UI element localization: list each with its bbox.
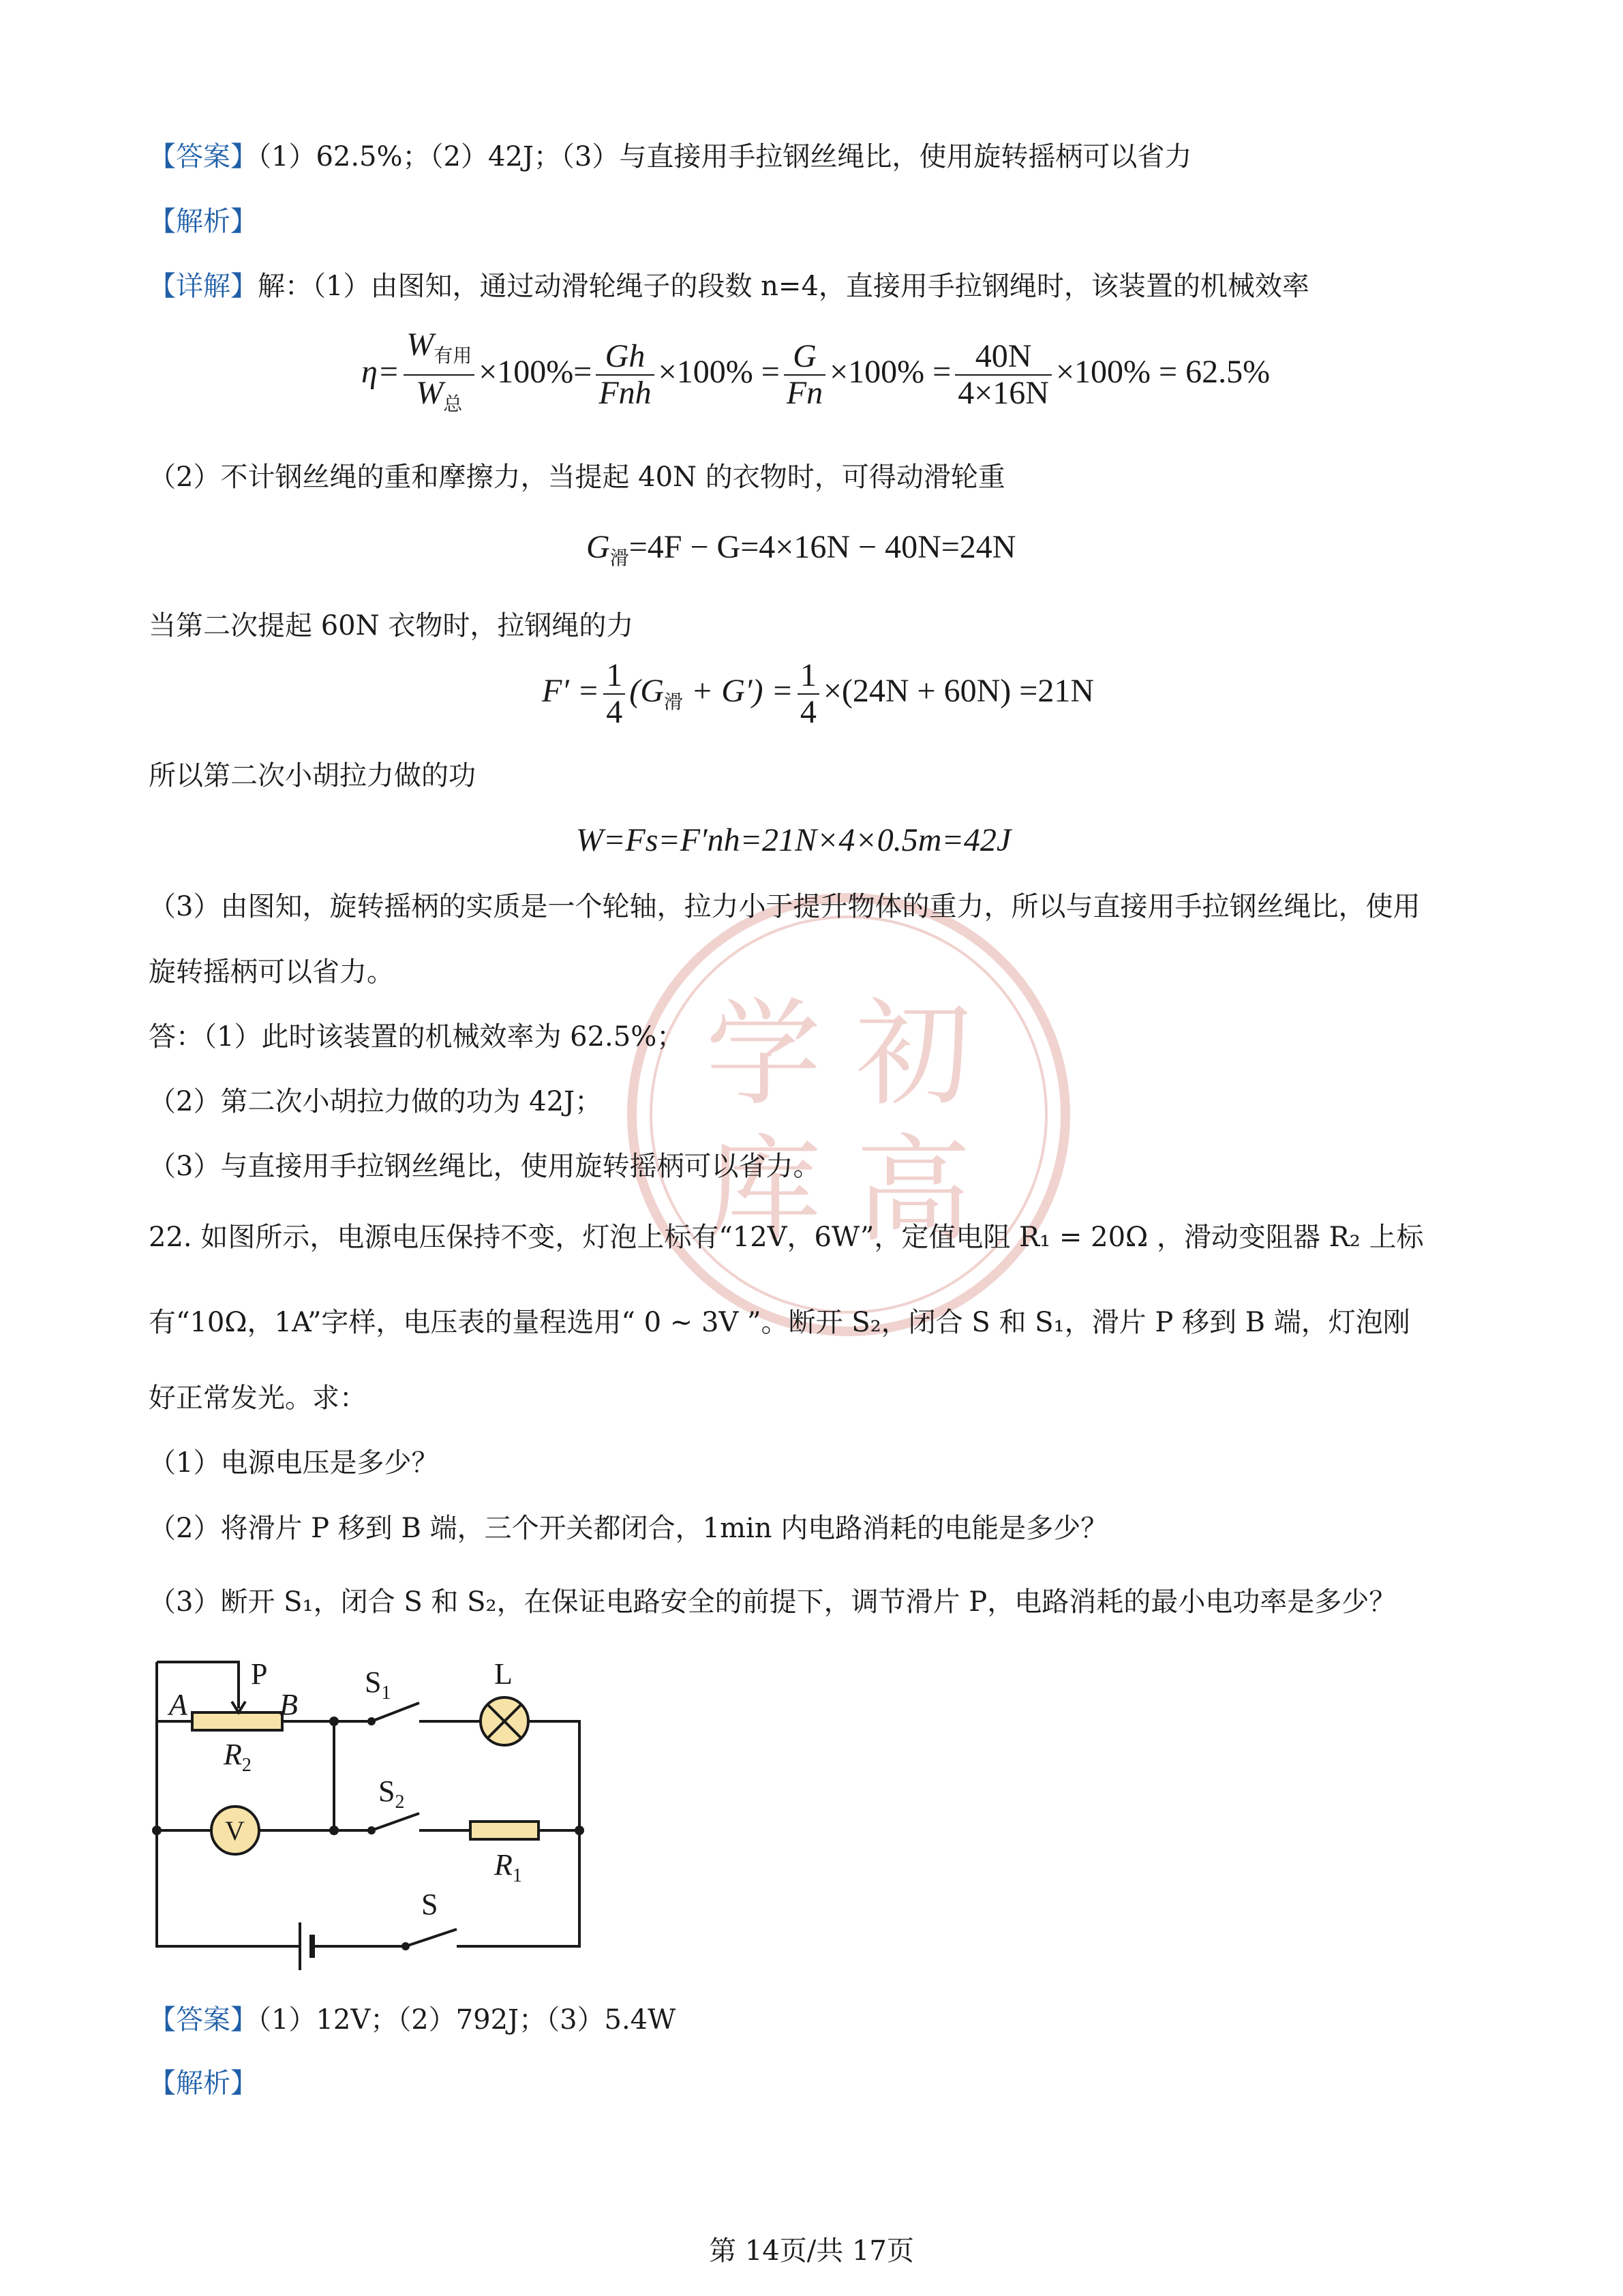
- paren-sub: 滑: [663, 692, 683, 714]
- q22-sub-2: （2）将滑片 P 移到 B 端，三个开关都闭合，1min 内电路消耗的电能是多少？: [149, 1513, 1108, 1544]
- answer-line-2: [149, 2001, 676, 2039]
- g: G: [784, 339, 825, 376]
- label-S: S: [421, 1888, 438, 1921]
- analysis-tag: 【解析】: [149, 206, 258, 237]
- equation-pulley-weight: [586, 528, 1016, 571]
- one-1: 1: [603, 658, 625, 695]
- equation-work: W=Fs=F′nh=21N×4×0.5m=42J: [576, 822, 1012, 858]
- frac-w: [404, 327, 474, 423]
- paren-rest: + G′) =: [682, 673, 793, 710]
- q22-line-1: 22. 如图所示，电源电压保持不变，灯泡上标有“12V，6W”，定值电阻 R₁ = 20Ω ，滑动变阻器 R₂ 上标: [149, 1222, 1424, 1253]
- label-L: L: [494, 1657, 513, 1691]
- label-A: A: [169, 1688, 187, 1721]
- answer-text-2: （1）12V；（2）792J；（3）5.4W: [258, 2004, 676, 2036]
- seal-char-3: 库: [706, 1123, 822, 1258]
- detail-tag: 【详解】: [149, 271, 258, 302]
- four-2: 4: [800, 694, 817, 730]
- frac-values: [955, 339, 1052, 411]
- answer-text: （1）62.5%；（2）42J；（3）与直接用手拉钢丝绳比，使用旋转摇柄可以省力: [258, 141, 1192, 172]
- answer-tag: 【答案】: [149, 141, 258, 172]
- w-useful: W: [406, 327, 434, 363]
- final-answer-a: 答：（1）此时该装置的机械效率为 62.5%；: [149, 1021, 684, 1053]
- seal-char-4: 高: [855, 1123, 972, 1258]
- detail-line-3: 当第二次提起 60N 衣物时，拉钢绳的力: [149, 610, 634, 641]
- answer-tag-2: 【答案】: [149, 2004, 258, 2036]
- fn: Fn: [786, 375, 823, 411]
- label-R2: $R_2$: [224, 1738, 252, 1776]
- label-P: P: [251, 1657, 268, 1691]
- q22-line-3: 好正常发光。求：: [149, 1383, 367, 1414]
- label-B: B: [279, 1688, 298, 1721]
- times-2: ×100% =: [658, 354, 780, 391]
- frac-quarter-2: [798, 658, 819, 730]
- analysis-line-2: [149, 2064, 258, 2102]
- second-force-result: ×(24N + 60N) =21N: [823, 673, 1094, 710]
- efficiency-result: ×100% = 62.5%: [1055, 354, 1271, 391]
- final-answer-c: （3）与直接用手拉钢丝绳比，使用旋转摇柄可以省力。: [149, 1151, 821, 1182]
- g-pulley-sub: 滑: [609, 548, 629, 569]
- label-S1: $S_1$: [365, 1665, 391, 1704]
- four-1: 4: [606, 694, 623, 730]
- eta-symbol: η=: [361, 354, 400, 391]
- frac-gh: [596, 339, 654, 411]
- label-R1: $R_1$: [494, 1848, 522, 1886]
- page-footer: 第 14页/共 17页: [709, 2235, 914, 2267]
- seal-char-2: 初: [855, 987, 972, 1122]
- detail-line-4: 所以第二次小胡拉力做的功: [149, 760, 476, 791]
- times-3: ×100% =: [830, 354, 952, 391]
- analysis-line-1: [149, 202, 258, 241]
- times-1: ×100%=: [479, 354, 592, 391]
- f-prime: F′ =: [542, 673, 600, 710]
- fnh: Fnh: [598, 375, 652, 411]
- answer-line-1: [149, 138, 1192, 176]
- q22-sub-3: （3）断开 S₁，闭合 S 和 S₂，在保证电路安全的前提下，调节滑片 P，电路消耗的最小电功率是多少？: [149, 1586, 1397, 1618]
- detail-text-1: 解：（1）由图知，通过动滑轮绳子的段数 n=4，直接用手拉钢绳时，该装置的机械效率: [258, 271, 1309, 302]
- w-total-sub: 总: [443, 394, 463, 415]
- seal-char-1: 学: [706, 987, 822, 1122]
- final-answer-b: （2）第二次小胡拉力做的功为 42J；: [149, 1086, 603, 1117]
- r1-resistor: [470, 1822, 539, 1839]
- slider-arrow-icon: [232, 1697, 245, 1712]
- detail-line-1: [149, 267, 1309, 305]
- pulley-weight-rhs: =4F − G=4×16N − 40N=24N: [628, 529, 1016, 565]
- label-S2: $S_2$: [378, 1774, 405, 1813]
- equation-second-force: [542, 658, 1094, 730]
- lamp-icon: [481, 1697, 528, 1745]
- gh: Gh: [596, 339, 654, 376]
- circuit-diagram: [136, 1650, 600, 1977]
- paren-open: (G: [629, 673, 664, 710]
- q22-sub-1: （1）电源电压是多少？: [149, 1447, 439, 1479]
- detail-line-2: （2）不计钢丝绳的重和摩擦力，当提起 40N 的衣物时，可得动滑轮重: [149, 462, 1005, 493]
- watermark-seal: [624, 890, 1074, 1340]
- analysis-tag-2: 【解析】: [149, 2068, 258, 2099]
- detail-line-5b: 旋转摇柄可以省力。: [149, 956, 394, 988]
- g-pulley: G: [586, 529, 610, 565]
- detail-line-5a: （3）由图知，旋转摇柄的实质是一个轮轴，拉力小于提升物体的重力，所以与直接用手拉钢丝绳比，使用: [149, 891, 1421, 922]
- frac-quarter-1: [603, 658, 625, 730]
- q22-line-2: 有“10Ω，1A”字样，电压表的量程选用“ 0 ~ 3V ”。断开 S₂，闭合 S 和 S₁，滑片 P 移到 B 端，灯泡刚: [149, 1307, 1410, 1338]
- d416: 4×16N: [958, 375, 1049, 411]
- frac-g: [784, 339, 825, 411]
- voltmeter-label: V: [225, 1815, 245, 1846]
- equation-efficiency: [361, 327, 1270, 423]
- w-useful-sub: 有用: [434, 346, 472, 367]
- w-total: W: [416, 375, 444, 411]
- one-2: 1: [798, 658, 819, 695]
- r2-resistor: [192, 1712, 282, 1730]
- n40: 40N: [955, 339, 1052, 376]
